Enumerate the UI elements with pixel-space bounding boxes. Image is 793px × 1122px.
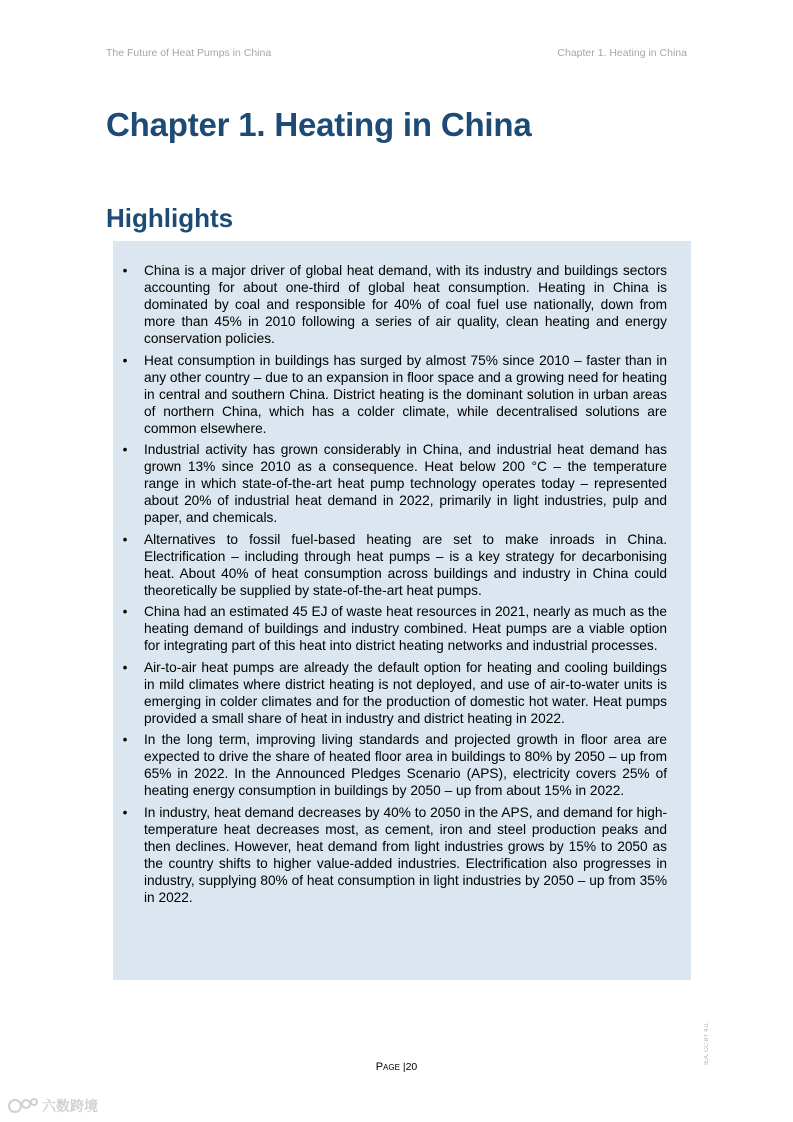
bullet-icon: •: [122, 659, 128, 675]
chapter-title: Chapter 1. Heating in China: [106, 106, 532, 143]
highlight-item: [120, 731, 667, 799]
highlight-text: China had an estimated 45 EJ of waste heat resources in 2021, nearly as much as the heating demand of buildings and industry combined. Heat pumps are a viable option for integrating part of this heat into district heating networks and industrial processes.: [144, 604, 667, 653]
bullet-icon: •: [122, 604, 128, 619]
bullet-icon: •: [122, 442, 128, 457]
highlight-item: [120, 804, 667, 906]
bullet-icon: •: [122, 263, 128, 278]
watermark-logo-icon: [8, 1097, 38, 1115]
running-header-chapter: Chapter 1. Heating in China: [557, 47, 687, 59]
highlight-item: [120, 441, 667, 526]
highlight-text: China is a major driver of global heat demand, with its industry and buildings sectors accounting for about one-third of global heat consumption. Heating in China is dominated by coal and responsible for 40% of coal fuel use nationally, down from more than 45% in 2010 following a series of air quality, clean heating and energy conservation policies.: [144, 263, 667, 346]
bullet-icon: •: [122, 531, 128, 547]
highlight-text: Air-to-air heat pumps are already the default option for heating and cooling buildings in mild climates where district heating is not deployed, and use of air-to-water units is emerging in colder climates and for the production of domestic hot water. Heat pumps provided a small share of heat in industry and district heating in 2022.: [144, 659, 667, 726]
highlight-text: Industrial activity has grown considerably in China, and industrial heat demand has grown 13% since 2010 as a consequence. Heat below 200 °C – the temperature range in which state-of-the-art heat pump technology operates today – represented about 20% of industrial heat demand in 2022, primarily in light industries, pulp and paper, and chemicals.: [144, 442, 667, 525]
page-number-footer: [0, 1061, 793, 1073]
section-title-highlights: Highlights: [106, 203, 234, 233]
highlight-item: [120, 531, 667, 599]
highlights-list: [120, 262, 667, 906]
highlight-item: [120, 352, 667, 437]
highlight-text: In the long term, improving living standards and projected growth in floor area are expected to drive the share of heated floor area in buildings to 80% by 2050 – up from 65% in 2022. In the Announced Pledges Scenario (APS), electricity covers 25% of heating energy consumption in buildings by 2050 – up from about 15% in 2022.: [144, 732, 667, 798]
bullet-icon: •: [122, 804, 128, 820]
highlight-text: In industry, heat demand decreases by 40% to 2050 in the APS, and demand for high-temperature heat decreases most, as cement, iron and steel production peaks and then declines. However, heat demand from light industries grows by 15% to 2050 as the country shifts to higher value-added industries. Electrification also progresses in industry, supplying 80% of heat consumption in light industries by 2050 – up from 35% in 2022.: [144, 804, 667, 905]
highlight-text: Alternatives to fossil fuel-based heating are set to make inroads in China. Electrification – including through heat pumps – is a key strategy for decarbonising heat. About 40% of heat consumption across buildings and industry in China could theoretically be supplied by state-of-the-art heat pumps.: [144, 531, 667, 598]
license-note: IEA. CC BY 4.0.: [704, 1022, 710, 1065]
bullet-icon: •: [122, 732, 128, 747]
highlight-item: [120, 603, 667, 654]
bullet-icon: •: [122, 352, 128, 368]
page-label: Page: [375, 1061, 400, 1073]
running-header-title: The Future of Heat Pumps in China: [106, 47, 272, 59]
page-separator: |: [402, 1061, 406, 1073]
watermark: [8, 1096, 98, 1116]
highlight-item: [120, 262, 667, 347]
watermark-text: 六数跨境: [42, 1098, 98, 1114]
highlight-item: [120, 659, 667, 727]
highlights-box: [113, 241, 691, 980]
highlight-text: Heat consumption in buildings has surged by almost 75% since 2010 – faster than in any other country – due to an expansion in floor space and a growing need for heating in central and southern China. District heating is the dominant solution in urban areas of northern China, which has a colder climate, while decentralised solutions are common elsewhere.: [144, 352, 667, 436]
page-number: 20: [405, 1061, 418, 1073]
